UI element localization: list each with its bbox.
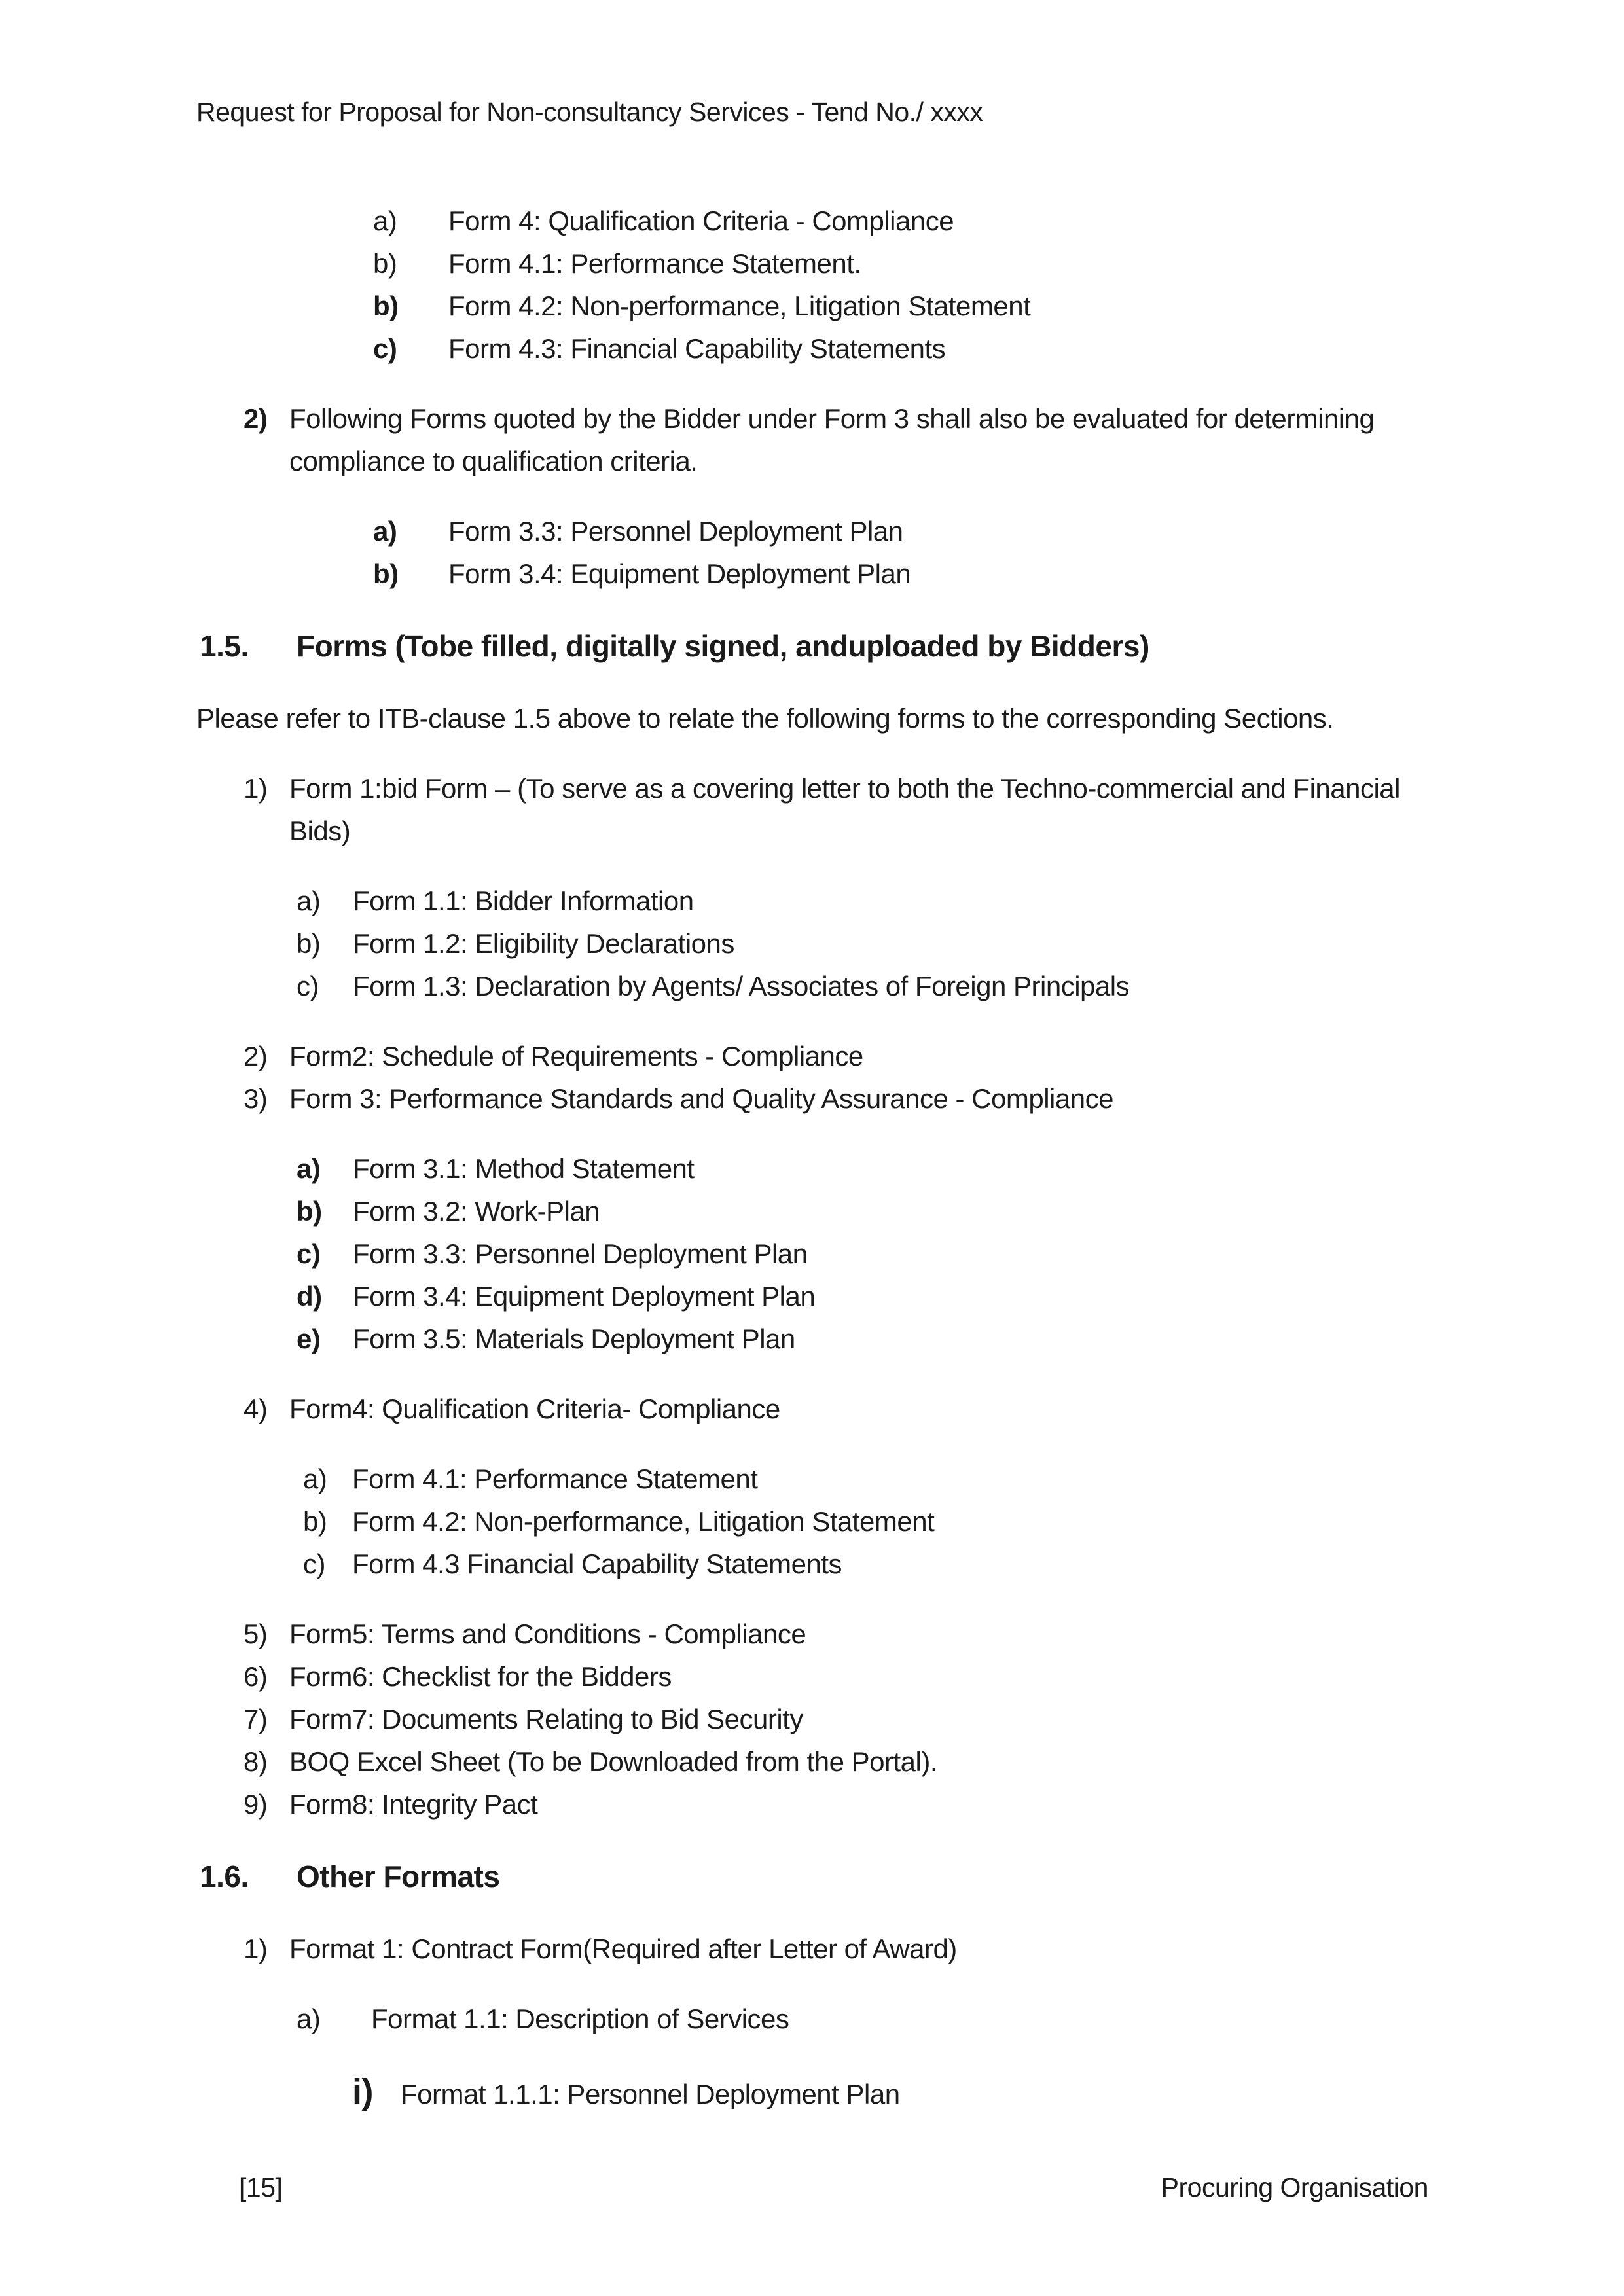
list-marker: 4) [244, 1393, 268, 1424]
list-text: Form 3.4: Equipment Deployment Plan [448, 558, 911, 589]
list-marker: 9) [244, 1789, 268, 1820]
heading-number: 1.5. [200, 629, 249, 663]
list-item [373, 552, 1414, 595]
list-text: Form 3.3: Personnel Deployment Plan [448, 516, 903, 547]
list-marker: 2) [244, 403, 268, 434]
list-item [373, 200, 1414, 242]
list-item [303, 1458, 1414, 1500]
list-item [297, 1318, 1414, 1360]
list-marker: 2) [244, 1041, 268, 1071]
list-item [373, 510, 1414, 552]
list-text: Form4: Qualification Criteria- Compliance [289, 1393, 780, 1424]
list-item [373, 327, 1414, 370]
list-item [297, 880, 1414, 922]
list-text: Form 4.3 Financial Capability Statements [352, 1549, 842, 1579]
list-item [297, 1998, 1414, 2040]
list-item [303, 1543, 1414, 1585]
list-text: Form 4.2: Non-performance, Litigation Statement [352, 1506, 935, 1537]
list-marker: a) [297, 2003, 321, 2034]
list-marker: 6) [244, 1661, 268, 1692]
list-item [244, 1388, 1414, 1430]
list-item [244, 1035, 1414, 1077]
list-marker: c) [297, 971, 319, 1001]
list-text: Form6: Checklist for the Bidders [289, 1661, 672, 1692]
list-marker: b) [373, 248, 397, 279]
list-text: Form 4.1: Performance Statement [352, 1463, 758, 1494]
list-marker: a) [297, 1153, 321, 1184]
page-number: [15] [239, 2172, 283, 2202]
list-item [297, 1190, 1414, 1232]
list-marker: 1) [244, 773, 268, 804]
list-marker: c) [297, 1238, 321, 1269]
list-text: Form 4.2: Non-performance, Litigation Statement [448, 291, 1031, 321]
list-item [297, 1275, 1414, 1318]
list-marker: 1) [244, 1933, 268, 1964]
list-text: Form8: Integrity Pact [289, 1789, 538, 1820]
list-marker: e) [297, 1323, 321, 1354]
list-item [303, 1500, 1414, 1543]
list-text: Form 1:bid Form – (To serve as a covering letter to both the Techno-commercial and Financial Bids) [289, 773, 1400, 846]
list-text: Form 1.2: Eligibility Declarations [353, 928, 734, 959]
list-text: Form 1.1: Bidder Information [353, 886, 694, 916]
list-text: Form 3.5: Materials Deployment Plan [353, 1323, 795, 1354]
list-marker: c) [303, 1549, 325, 1579]
list-item [244, 1077, 1414, 1120]
list-text: Format 1: Contract Form(Required after Letter of Award) [289, 1933, 957, 1964]
footer-organisation: Procuring Organisation [1161, 2172, 1428, 2202]
list-marker: b) [303, 1506, 327, 1537]
list-text: Form2: Schedule of Requirements - Compliance [289, 1041, 863, 1071]
list-marker: c) [373, 333, 397, 364]
paragraph-text: Please refer to ITB-clause 1.5 above to relate the following forms to the corresponding Sections. [196, 703, 1334, 734]
list-marker: b) [373, 291, 399, 321]
list-text: Form 3.2: Work-Plan [353, 1196, 600, 1227]
list-item [244, 397, 1414, 482]
list-item [373, 285, 1414, 327]
list-text: Form 3.4: Equipment Deployment Plan [353, 1281, 816, 1312]
list-item [244, 1655, 1414, 1698]
list-text: Format 1.1: Description of Services [371, 2003, 789, 2034]
list-marker: d) [297, 1281, 322, 1312]
list-text: Form 3: Performance Standards and Quality Assurance - Compliance [289, 1083, 1113, 1114]
list-marker: 3) [244, 1083, 268, 1114]
list-text: Form 3.1: Method Statement [353, 1153, 695, 1184]
list-marker: i) [352, 2072, 373, 2111]
list-text: BOQ Excel Sheet (To be Downloaded from the Portal). [289, 1746, 937, 1777]
heading-text: Forms (Tobe filled, digitally signed, anduploaded by Bidders) [297, 629, 1149, 663]
list-marker: 8) [244, 1746, 268, 1777]
section-heading [196, 622, 1414, 670]
list-marker: a) [297, 886, 321, 916]
list-text: Form 4: Qualification Criteria - Compliance [448, 206, 954, 236]
list-text: Form 1.3: Declaration by Agents/ Associates of Foreign Principals [353, 971, 1130, 1001]
list-marker: b) [373, 558, 399, 589]
page-footer [196, 2170, 1428, 2204]
list-item [297, 965, 1414, 1007]
list-item [244, 1928, 1414, 1970]
list-marker: a) [303, 1463, 327, 1494]
list-text: Form 4.1: Performance Statement. [448, 248, 861, 279]
list-marker: b) [297, 1196, 322, 1227]
list-text: Format 1.1.1: Personnel Deployment Plan [401, 2079, 900, 2109]
paragraph [196, 697, 1414, 740]
list-item [373, 242, 1414, 285]
list-text: Form 3.3: Personnel Deployment Plan [353, 1238, 808, 1269]
list-item [244, 1783, 1414, 1825]
page-header: Request for Proposal for Non-consultancy Services - Tend No./ xxxx [196, 97, 983, 127]
section-heading [196, 1853, 1414, 1900]
list-text: Form 4.3: Financial Capability Statements [448, 333, 946, 364]
list-item [297, 1232, 1414, 1275]
list-marker: 5) [244, 1619, 268, 1649]
list-text: Following Forms quoted by the Bidder under Form 3 shall also be evaluated for determining compliance to qualification criteria. [289, 403, 1375, 476]
list-item [244, 1698, 1414, 1740]
list-marker: 7) [244, 1704, 268, 1734]
list-item [244, 767, 1414, 852]
list-text: Form5: Terms and Conditions - Compliance [289, 1619, 806, 1649]
list-item [244, 1740, 1414, 1783]
list-item [297, 922, 1414, 965]
heading-number: 1.6. [200, 1859, 249, 1893]
list-marker: b) [297, 928, 321, 959]
list-text: Form7: Documents Relating to Bid Security [289, 1704, 803, 1734]
list-item [297, 1147, 1414, 1190]
list-item [244, 1613, 1414, 1655]
document-body [196, 200, 1414, 2119]
list-item [352, 2068, 1414, 2119]
list-marker: a) [373, 516, 397, 547]
list-marker: a) [373, 206, 397, 236]
heading-text: Other Formats [297, 1859, 500, 1893]
